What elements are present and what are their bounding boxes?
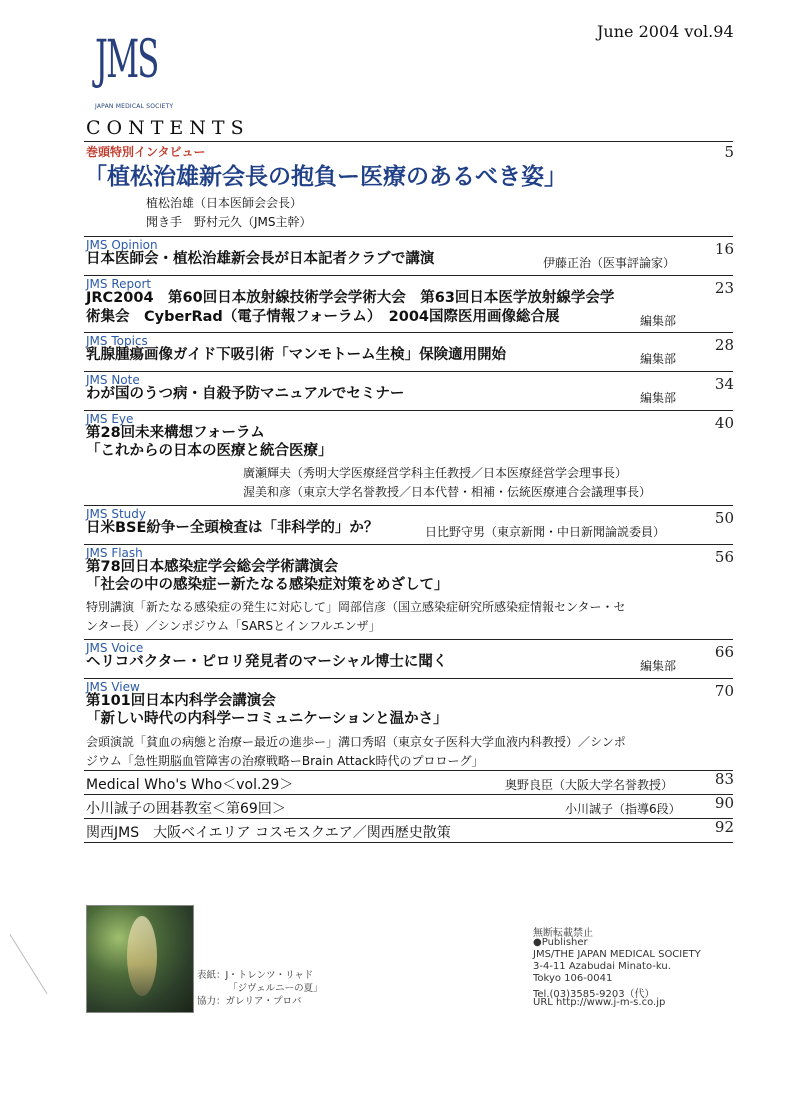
section-category: JMS Flash — [86, 546, 143, 560]
publisher-address: 3-4-11 Azabudai Minato-ku. — [533, 961, 671, 972]
paper-scratch — [10, 934, 48, 994]
divider — [84, 505, 733, 506]
page-number: 83 — [714, 770, 734, 788]
article-description-cont: ンター長）／シンポジウム「SARSとインフルエンザ」 — [86, 619, 381, 633]
cover-credit-cooperation: 協力：ガレリア・プロバ — [197, 996, 302, 1007]
article-subtitle: 「これからの日本の医療と統合医療」 — [86, 443, 333, 459]
article-title: Medical Who's Who＜vol.29＞ — [86, 777, 294, 793]
section-category: JMS Eye — [86, 412, 134, 426]
divider — [84, 332, 733, 333]
divider — [84, 236, 733, 237]
article-title-cont: 術集会 CyberRad（電子情報フォーラム） 2004国際医用画像総合展 — [86, 309, 560, 325]
page-number: 16 — [714, 240, 734, 258]
article-title: わが国のうつ病・自殺予防マニュアルでセミナー — [86, 386, 405, 402]
publisher-phone: Tel.(03)3585-9203（代） — [533, 989, 655, 1000]
page-number: 34 — [714, 375, 734, 393]
section-category: JMS Report — [86, 277, 152, 291]
page-number: 56 — [714, 548, 734, 566]
article-description: 特別講演「新たなる感染症の発生に対応して」岡部信彦（国立感染症研究所感染症情報センター・セ — [86, 600, 626, 614]
divider — [84, 410, 733, 411]
article-author: 奥野良臣（大阪大学名誉教授） — [505, 778, 674, 792]
feature-title: 「植松治雄新会長の抱負ー医療のあるべき姿」 — [84, 164, 567, 190]
section-category: JMS Opinion — [86, 238, 158, 252]
section-category: JMS Study — [86, 507, 146, 521]
feature-author: 植松治雄（日本医師会会長） — [146, 196, 303, 210]
article-subtitle: 「新しい時代の内科学ーコミュニケーションと温かさ」 — [86, 711, 448, 727]
page-number: 23 — [714, 279, 734, 297]
page-number: 90 — [714, 794, 734, 812]
contents-heading: CONTENTS — [86, 117, 250, 139]
feature-label: 巻頭特別インタビュー — [86, 145, 206, 159]
section-category: JMS Voice — [86, 641, 144, 655]
cover-painting — [86, 905, 194, 1013]
article-title: 第28回未来構想フォーラム — [86, 425, 265, 441]
article-author: 編集部 — [640, 391, 677, 405]
article-author: 編集部 — [640, 659, 677, 673]
article-author: 日比野守男（東京新聞・中日新聞論説委員） — [425, 525, 666, 539]
article-author: 編集部 — [640, 352, 677, 366]
divider — [84, 141, 733, 142]
article-title: 小川誠子の囲碁教室＜第69回＞ — [86, 801, 286, 817]
jms-logo: JMS — [95, 30, 158, 90]
feature-interviewer: 聞き手 野村元久（JMS主幹） — [146, 215, 312, 229]
page-number: 66 — [714, 643, 734, 661]
article-description-cont: ジウム「急性期脳血管障害の治療戦略ーBrain Attack時代のプロローグ」 — [86, 754, 484, 768]
divider — [84, 544, 733, 545]
divider — [84, 794, 733, 795]
page-number: 28 — [714, 336, 734, 354]
section-category: JMS Note — [86, 373, 140, 387]
article-title: 日米BSE紛争ー全頭検査は「非科学的」か？ — [86, 520, 379, 536]
article-author: 伊藤正治（医事評論家） — [543, 256, 676, 270]
article-title: 第101回日本内科学会講演会 — [86, 693, 276, 709]
section-category: JMS Topics — [86, 334, 148, 348]
divider — [84, 275, 733, 276]
page-number: 50 — [714, 509, 734, 527]
publisher-label: ●Publisher — [533, 937, 588, 948]
divider — [84, 371, 733, 372]
article-author: 廣瀬輝夫（秀明大学医療経営学科主任教授／日本医療経営学会理事長） — [243, 466, 628, 480]
reprint-notice: 無断転載禁止 — [533, 928, 593, 939]
article-title: JRC2004 第60回日本放射線技術学会学術大会 第63回日本医学放射線学会学 — [86, 290, 615, 306]
issue-date: June 2004 vol.94 — [597, 22, 734, 41]
divider — [84, 842, 733, 843]
logo-subtitle: JAPAN MEDICAL SOCIETY — [95, 103, 174, 110]
article-subtitle: 「社会の中の感染症ー新たなる感染症対策をめざして」 — [86, 577, 449, 593]
article-title: 日本医師会・植松治雄新会長が日本記者クラブで講演 — [86, 251, 435, 267]
article-title: 第78回日本感染症学会総会学術講演会 — [86, 559, 339, 575]
page-number: 70 — [714, 682, 734, 700]
page-number: 5 — [724, 143, 734, 161]
divider — [84, 678, 733, 679]
divider — [84, 770, 733, 771]
publisher-city: Tokyo 106-0041 — [533, 973, 613, 984]
article-author: 小川誠子（指導6段） — [565, 802, 681, 816]
article-title: ヘリコバクター・ピロリ発見者のマーシャル博士に聞く — [86, 654, 448, 670]
page-number: 92 — [714, 818, 734, 836]
cover-credit-artist: 表紙：J・トレンツ・リャド — [197, 970, 314, 981]
divider — [84, 639, 733, 640]
publisher-name: JMS/THE JAPAN MEDICAL SOCIETY — [533, 949, 701, 960]
page-number: 40 — [714, 414, 734, 432]
article-author: 渥美和彦（東京大学名誉教授／日本代替・相補・伝統医療連合会議理事長） — [243, 485, 652, 499]
divider — [84, 818, 733, 819]
cover-credit-title: 「ジヴェルニーの夏」 — [228, 983, 323, 994]
article-title: 関西JMS 大阪ベイエリア コスモスクエア／関西歴史散策 — [86, 825, 451, 841]
article-description: 会頭演説「貧血の病態と治療ー最近の進歩ー」溝口秀昭（東京女子医科大学血液内科教授）／シンポ — [86, 735, 626, 749]
section-category: JMS View — [86, 680, 140, 694]
article-title: 乳腺腫瘍画像ガイド下吸引術「マンモトーム生検」保険適用開始 — [86, 347, 507, 363]
article-author: 編集部 — [640, 314, 677, 328]
publisher-url: URL http://www.j-m-s.co.jp — [533, 997, 666, 1008]
